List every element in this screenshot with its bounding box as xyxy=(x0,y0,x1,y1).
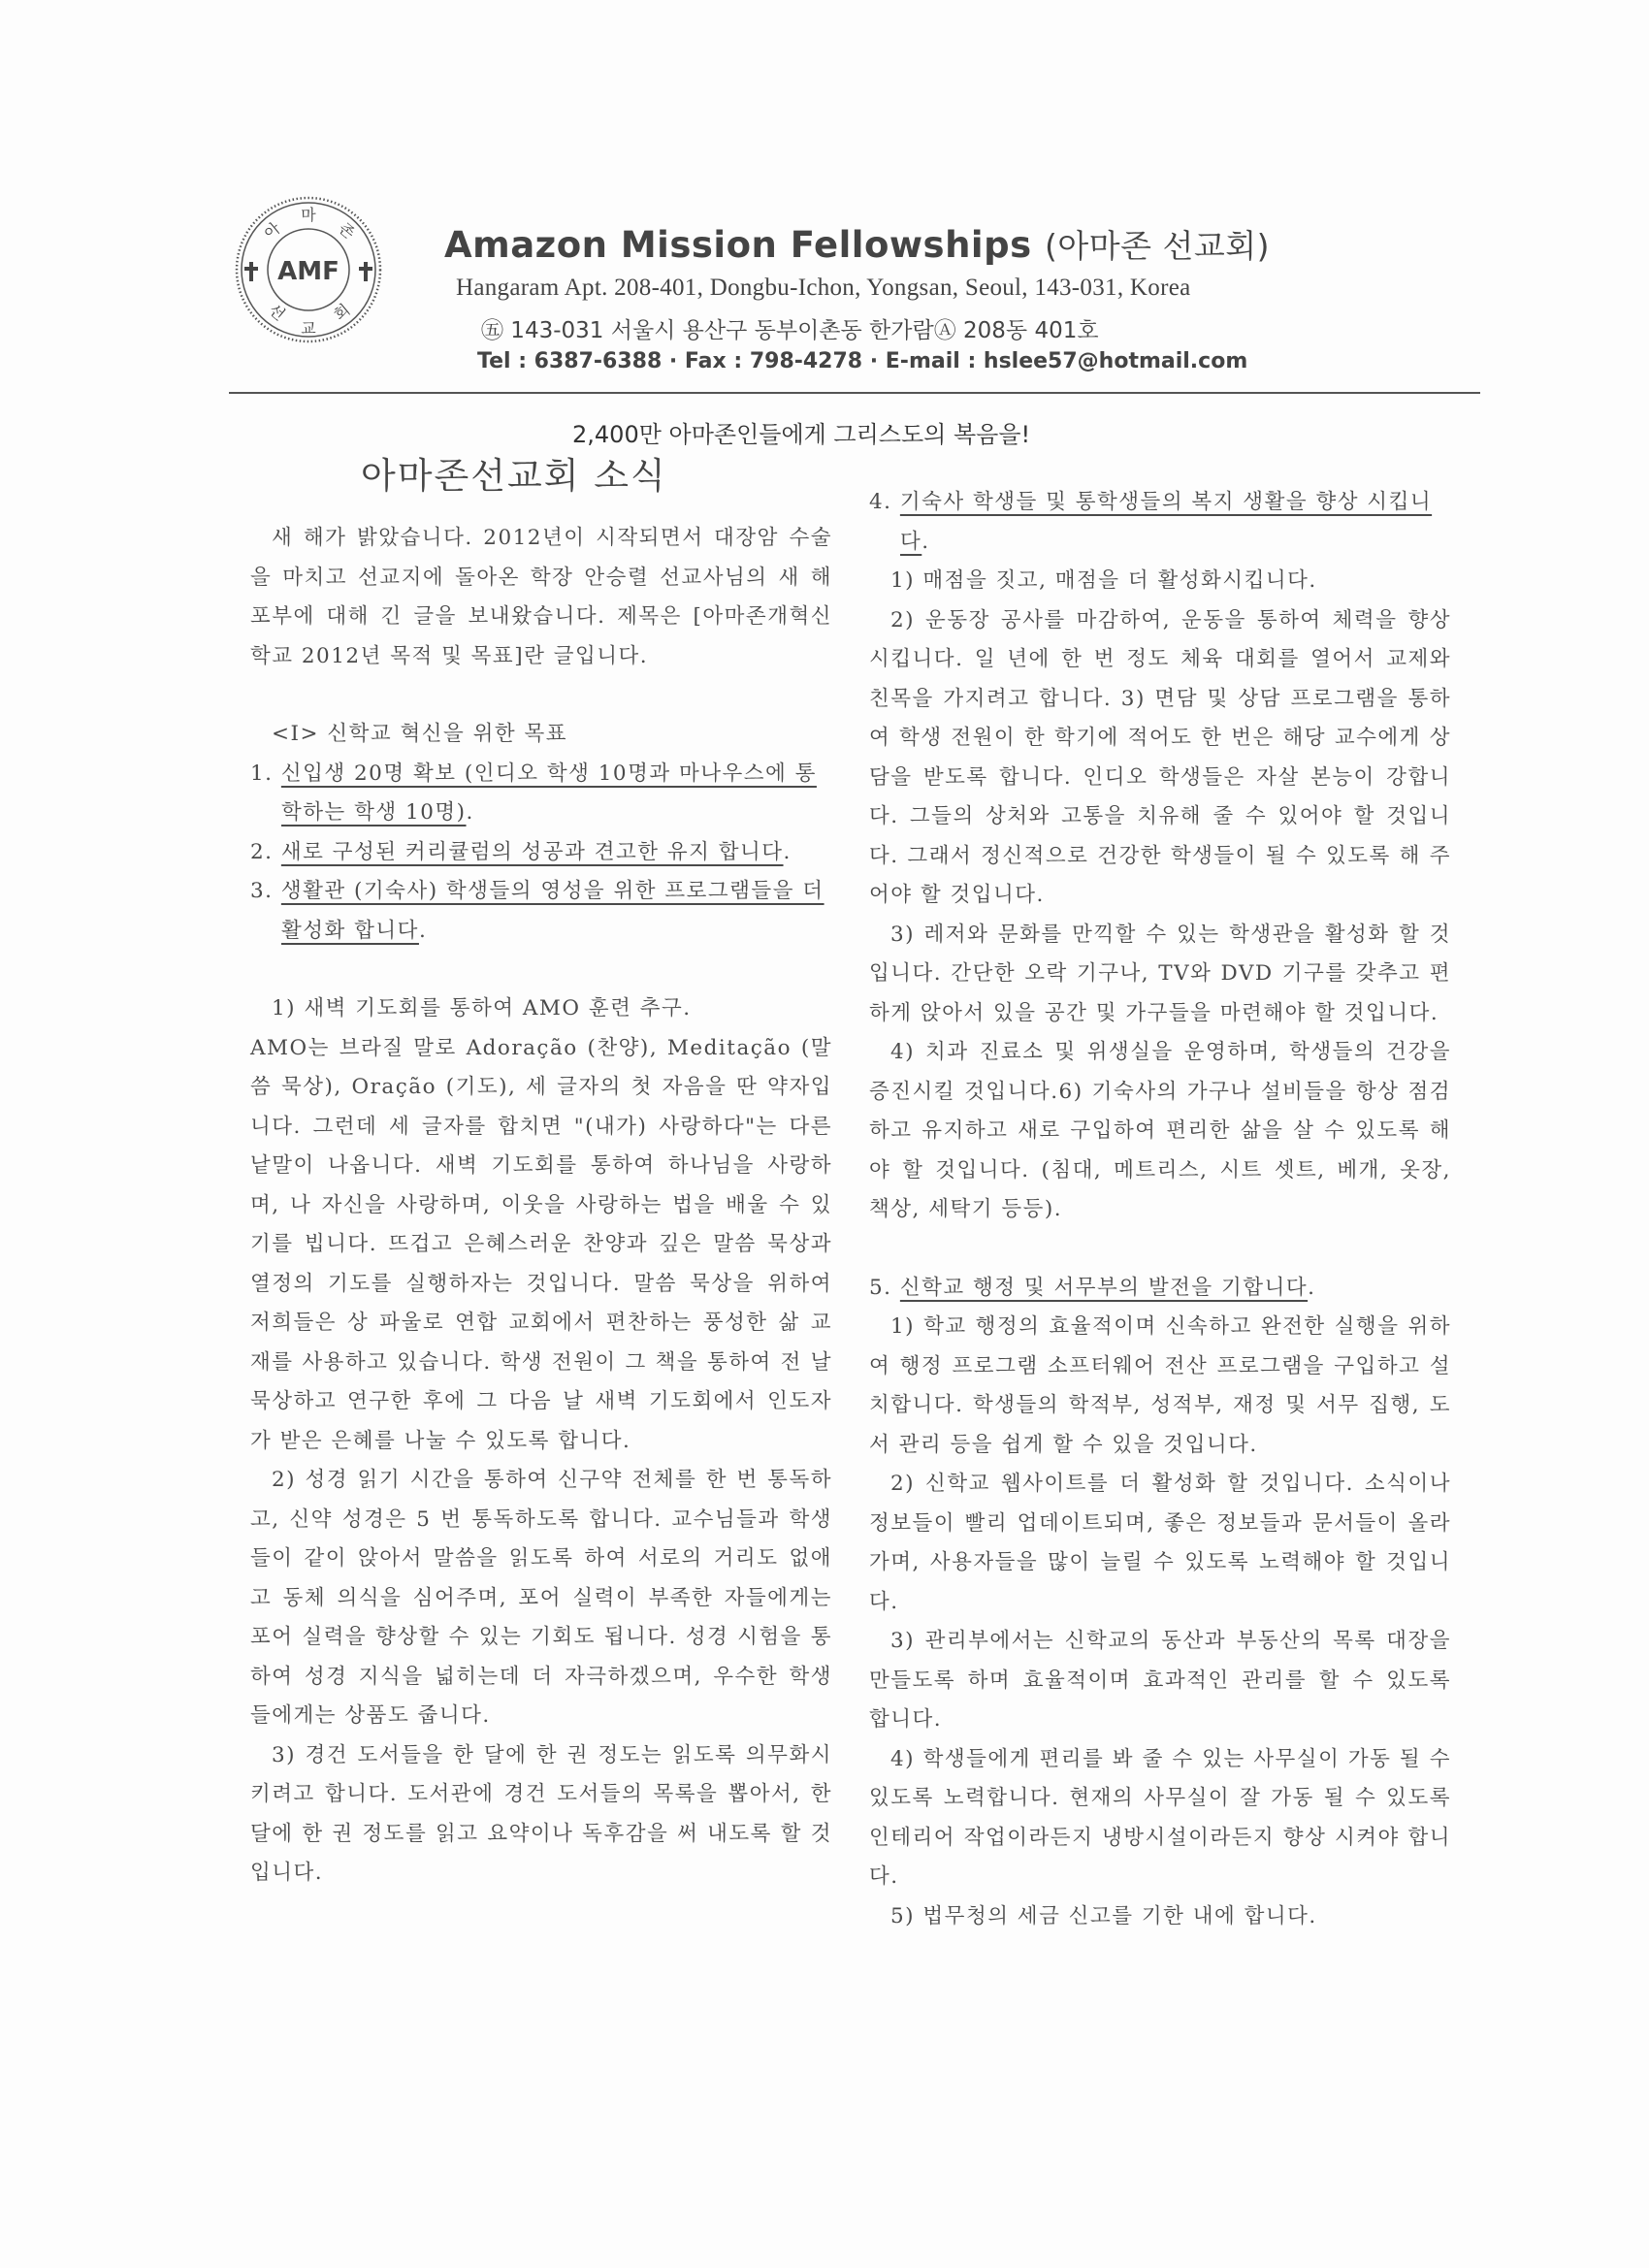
org-name-ko: (아마존 선교회) xyxy=(1045,227,1271,265)
paragraph: 1) 새벽 기도회를 통하여 AMO 훈련 추구. xyxy=(272,996,692,1021)
paragraph: 3) 레저와 문화를 만끽할 수 있는 학생관을 활성화 할 것입니다. 간단한 오락 기구나, TV와 DVD 기구를 갖추고 편하게 앉아서 있을 공간 및 가구들을 마련해야 할 것입니다. xyxy=(869,922,1451,1025)
slogan: 2,400만 아마존인들에게 그리스도의 복음을! xyxy=(572,421,1031,448)
paragraph: AMO는 브라질 말로 Adoração (찬양), Meditação (말씀 묵상), Oração (기도), 세 글자의 첫 자음을 딴 약자입니다. 그런데 세 글자를 합치면 "(내가) 사랑하다"는 다른 낱말이 나옵니다. 새벽 기도회를 통하여 하나님을 사랑하며, 나 자신을 사랑하며, 이웃을 사랑하는 법을 배울 수 있기를 빕니다. 뜨겁고 은혜스러운 찬양과 깊은 말씀 묵상과 열정의 기도를 실행하자는 것입니다. 말씀 묵상을 위하여 저희들은 상 파울로 연합 교회에서 편찬하는 풍성한 삶 교재를 사용하고 있습니다. 학생 전원이 그 책을 통하여 전 날 묵상하고 연구한 후에 그 다음 날 새벽 기도회에서 인도자가 받은 은혜를 나눌 수 있도록 합니다. xyxy=(250,1035,832,1453)
contact-info: Tel : 6387-6388 · Fax : 798-4278 · E-mail : hslee57@hotmail.com xyxy=(477,349,1248,373)
svg-text:아: 아 xyxy=(260,218,284,243)
paragraph: 1) 학교 행정의 효율적이며 신속하고 완전한 실행을 위하여 행정 프로그램 소프터웨어 전산 프로그램을 구입하고 설치합니다. 학생들의 학적부, 성적부, 재정 및 서무 집행, 도서 관리 등을 쉽게 할 수 있을 것입니다. xyxy=(869,1314,1451,1457)
org-name-en: Amazon Mission Fellowships xyxy=(444,224,1032,266)
paragraph: 4) 학생들에게 편리를 봐 줄 수 있는 사무실이 가동 될 수 있도록 노력합니다. 현재의 사무실이 잘 가동 될 수 있도록 인테리어 작업이라든지 냉방시설이라든지 향상 시켜야 합니다. xyxy=(869,1746,1451,1889)
goal-item: 2. 새로 구성된 커리큘럼의 성공과 견고한 유지 합니다. xyxy=(250,839,792,864)
goal-item: 4. 기숙사 학생들 및 통학생들의 복지 생활을 향상 시킵니다. xyxy=(869,490,1433,554)
svg-text:회: 회 xyxy=(330,300,354,325)
svg-text:마: 마 xyxy=(301,206,316,224)
seal-center-text: AMF xyxy=(277,257,340,286)
paragraph: 2) 운동장 공사를 마감하여, 운동을 통하여 체력을 향상시킵니다. 일 년에 한 번 정도 체육 대회를 열어서 교제와 친목을 가지려고 합니다. 3) 면담 및 상담 프로그램을 통하여 학생 전원이 한 학기에 적어도 한 번은 해당 교수에게 상담을 받도록 합니다. 인디오 학생들은 자살 본능이 강합니다. 그들의 상처와 고통을 치유해 줄 수 있어야 할 것입니다. 그래서 정신적으로 건강한 학생들이 될 수 있도록 해 주어야 할 것입니다. xyxy=(869,607,1451,907)
organization-name xyxy=(444,221,1270,267)
amf-seal-logo xyxy=(233,194,384,345)
svg-text:선: 선 xyxy=(265,300,289,325)
section-heading: <I> 신학교 혁신을 위한 목표 xyxy=(272,722,568,746)
paragraph: 3) 경건 도서들을 한 달에 한 권 정도는 읽도록 의무화시키려고 합니다. 도서관에 경건 도서들의 목록을 뽑아서, 한 달에 한 권 정도를 읽고 요약이나 독후감을 써 내도록 할 것입니다. xyxy=(250,1742,832,1885)
goal-item: 5. 신학교 행정 및 서무부의 발전을 기합니다. xyxy=(869,1275,1316,1300)
newsletter-title: 아마존선교회 소식 xyxy=(361,455,667,497)
paragraph: 1) 매점을 짓고, 매점을 더 활성화시킵니다. xyxy=(890,568,1317,593)
address-korean: ㊄ 143-031 서울시 용산구 동부이촌동 한가람Ⓐ 208동 401호 xyxy=(481,318,1099,343)
paragraph: 2) 성경 읽기 시간을 통하여 신구약 전체를 한 번 통독하고, 신약 성경은 5 번 통독하도록 합니다. 교수님들과 학생들이 같이 앉아서 말씀을 읽도록 하여 서로의 거리도 없애고 동체 의식을 심어주며, 포어 실력이 부족한 자들에게는 포어 실력을 향상할 수 있는 기회도 됩니다. 성경 시험을 통하여 성경 지식을 넓히는데 더 자극하겠으며, 우수한 학생들에게는 상품도 줍니다. xyxy=(250,1468,832,1728)
svg-text:존: 존 xyxy=(335,218,359,243)
address-english: Hangaram Apt. 208-401, Dongbu-Ichon, Yongsan, Seoul, 143-031, Korea xyxy=(456,275,1191,301)
right-column xyxy=(869,483,1451,1936)
paragraph: 3) 관리부에서는 신학교의 동산과 부동산의 목록 대장을 만들도록 하며 효율적이며 효과적인 관리를 할 수 있도록 합니다. xyxy=(869,1629,1451,1732)
header-divider xyxy=(229,392,1480,394)
paragraph: 2) 신학교 웹사이트를 더 활성화 할 것입니다. 소식이나 정보들이 빨리 업데이트되며, 좋은 정보들과 문서들이 올라가며, 사용자들을 많이 늘릴 수 있도록 노력해야 할 것입니다. xyxy=(869,1472,1451,1614)
svg-text:교: 교 xyxy=(301,319,316,338)
paragraph: 5) 법무청의 세금 신고를 기한 내에 합니다. xyxy=(890,1903,1317,1928)
left-column xyxy=(250,519,832,1894)
goal-item: 3. 생활관 (기숙사) 학생들의 영성을 위한 프로그램들을 더 활성화 합니다. xyxy=(250,879,824,943)
paragraph: 4) 치과 진료소 및 위생실을 운영하며, 학생들의 건강을 증진시킬 것입니다.6) 기숙사의 가구나 설비들을 항상 점검하고 유지하고 새로 구입하여 편리한 삶을 살 수 있도록 해야 할 것입니다. (침대, 메트리스, 시트 셋트, 베개, 옷장, 책상, 세탁기 등등). xyxy=(869,1040,1451,1221)
intro-paragraph: 새 해가 밝았습니다. 2012년이 시작되면서 대장암 수술을 마치고 선교지에 돌아온 학장 안승렬 선교사님의 새 해 포부에 대해 긴 글을 보내왔습니다. 제목은 [아마존개혁신학교 2012년 목적 및 목표]란 글입니다. xyxy=(250,526,832,668)
goal-item: 1. 신입생 20명 확보 (인디오 학생 10명과 마나우스에 통학하는 학생 10명). xyxy=(250,761,817,825)
